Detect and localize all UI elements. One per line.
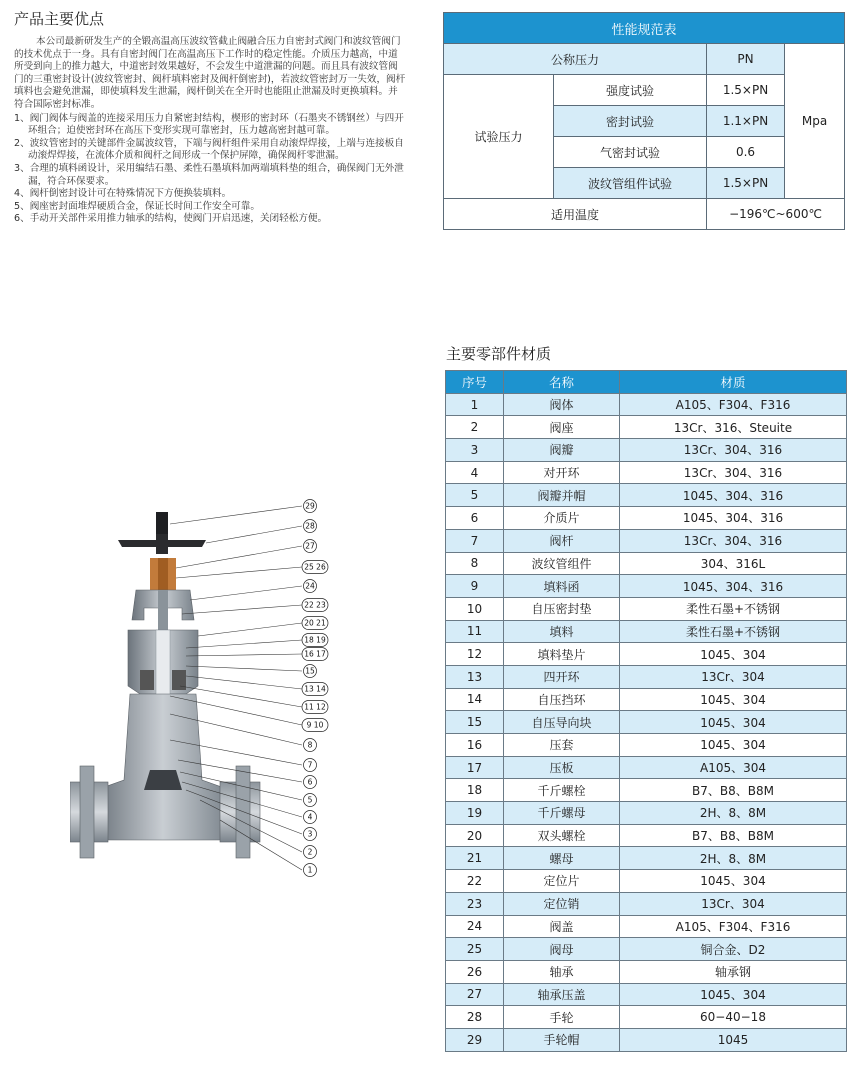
test-value: 1.1×PN	[707, 106, 785, 137]
parts-table-title: 主要零部件材质	[446, 345, 552, 363]
part-material-cell: 1045、304	[620, 643, 847, 666]
parts-material-table	[445, 370, 847, 1052]
part-name-cell: 阀瓣并帽	[504, 484, 620, 507]
table-row	[446, 892, 847, 915]
disc	[144, 770, 182, 790]
part-index-cell: 22	[446, 870, 504, 893]
part-material-cell: 轴承钢	[620, 960, 847, 983]
part-material-cell: 1045、304	[620, 870, 847, 893]
part-name-cell: 定位片	[504, 870, 620, 893]
part-name-cell: 阀座	[504, 416, 620, 439]
part-name-cell: 压套	[504, 734, 620, 757]
part-index-cell: 5	[446, 484, 504, 507]
callout-label: 9 10	[306, 720, 324, 730]
part-name-cell: 填料垫片	[504, 643, 620, 666]
part-material-cell: 1045、304	[620, 711, 847, 734]
table-row	[446, 938, 847, 961]
part-index-cell: 2	[446, 416, 504, 439]
temperature-label: 适用温度	[444, 199, 707, 230]
part-index-cell: 29	[446, 1028, 504, 1051]
part-index-cell: 17	[446, 756, 504, 779]
part-material-cell: 1045、304、316	[620, 507, 847, 530]
table-row	[446, 393, 847, 416]
advantages-intro: 本公司最新研发生产的全锻高温高压波纹管截止阀融合压力自密封式阀门和波纹管阀门的技术优点于一身。具有自密封阀门在高温高压下工作时的稳定性能。介质压力越高，中道所受到向上的推力越大，中道密封效果越好，不会发生中道泄漏的问题。而且具有波纹管阀门的三重密封设计(波纹管密封、阀杆填料密封及阀杆倒密封)，若波纹管密封万一失效，阀杆填料也会避免泄漏，即使填料发生泄漏，阀杆倒关在全开时也能阻止泄漏及时更换填料。并符合国际密封标准。	[14, 36, 406, 110]
part-name-cell: 自压密封垫	[504, 597, 620, 620]
part-material-cell: 13Cr、304、316	[620, 461, 847, 484]
part-material-cell: B7、B8、B8M	[620, 824, 847, 847]
part-index-cell: 11	[446, 620, 504, 643]
part-name-cell: 阀体	[504, 393, 620, 416]
test-value: 1.5×PN	[707, 75, 785, 106]
part-name-cell: 填料函	[504, 575, 620, 598]
pressure-unit: Mpa	[785, 44, 845, 199]
part-name-cell: 手轮	[504, 1006, 620, 1029]
part-name-cell: 压板	[504, 756, 620, 779]
part-index-cell: 28	[446, 1006, 504, 1029]
valve-body	[96, 694, 230, 840]
part-material-cell: A105、304	[620, 756, 847, 779]
part-name-cell: 双头螺栓	[504, 824, 620, 847]
part-material-cell: 柔性石墨+不锈钢	[620, 620, 847, 643]
part-index-cell: 21	[446, 847, 504, 870]
part-index-cell: 19	[446, 802, 504, 825]
callout-label: 3	[307, 829, 313, 839]
advantage-item: 6、手动开关部件采用推力轴承的结构，使阀门开启迅速，关闭轻松方便。	[14, 213, 328, 225]
advantages-title: 产品主要优点	[14, 10, 105, 28]
part-material-cell: B7、B8、B8M	[620, 779, 847, 802]
test-name: 气密封试验	[554, 137, 707, 168]
part-index-cell: 26	[446, 960, 504, 983]
table-row	[446, 847, 847, 870]
callout-label: 24	[305, 581, 315, 591]
table-row	[446, 711, 847, 734]
table-row	[446, 688, 847, 711]
part-material-cell: 1045、304	[620, 734, 847, 757]
part-material-cell: 2H、8、8M	[620, 847, 847, 870]
table-row	[446, 416, 847, 439]
part-material-cell: A105、F304、F316	[620, 393, 847, 416]
part-index-cell: 3	[446, 439, 504, 462]
part-index-cell: 24	[446, 915, 504, 938]
callout-label: 8	[307, 740, 313, 750]
part-name-cell: 填料	[504, 620, 620, 643]
advantages-text	[14, 36, 406, 226]
callout-label: 25 26	[304, 562, 326, 572]
part-index-cell: 12	[446, 643, 504, 666]
callout-label: 16 17	[304, 649, 326, 659]
advantage-item: 5、阀座密封面堆焊硬质合金，保证长时间工作安全可靠。	[14, 200, 260, 212]
table-row	[446, 575, 847, 598]
part-material-cell: A105、F304、F316	[620, 915, 847, 938]
table-row	[446, 870, 847, 893]
table-row	[446, 824, 847, 847]
spec-table-title: 性能规范表	[444, 13, 845, 44]
test-pressure-label: 试验压力	[444, 75, 554, 199]
table-row	[446, 552, 847, 575]
table-row	[446, 529, 847, 552]
part-index-cell: 6	[446, 507, 504, 530]
part-index-cell: 16	[446, 734, 504, 757]
part-name-cell: 自压挡环	[504, 688, 620, 711]
table-row	[446, 461, 847, 484]
table-row	[446, 734, 847, 757]
part-material-cell: 13Cr、316、Steuite	[620, 416, 847, 439]
part-material-cell: 柔性石墨+不锈钢	[620, 597, 847, 620]
table-row	[446, 643, 847, 666]
part-name-cell: 千斤螺母	[504, 802, 620, 825]
test-name: 波纹管组件试验	[554, 168, 707, 199]
advantage-item: 3、合理的填料函设计，采用编结石墨、柔性石墨填料加两端填料垫的组合，确保阀门无外泄漏，符合环保要求。	[14, 162, 404, 187]
part-name-cell: 定位销	[504, 892, 620, 915]
part-name-cell: 自压导向块	[504, 711, 620, 734]
callout-label: 7	[307, 760, 313, 770]
part-material-cell: 60−40−18	[620, 1006, 847, 1029]
part-index-cell: 23	[446, 892, 504, 915]
table-row	[446, 1028, 847, 1051]
table-row	[446, 620, 847, 643]
table-row	[446, 983, 847, 1006]
part-name-cell: 阀母	[504, 938, 620, 961]
callout-label: 6	[307, 777, 313, 787]
part-index-cell: 13	[446, 665, 504, 688]
part-name-cell: 手轮帽	[504, 1028, 620, 1051]
parts-table-body	[446, 393, 847, 1051]
table-row	[446, 756, 847, 779]
part-index-cell: 14	[446, 688, 504, 711]
part-material-cell: 1045	[620, 1028, 847, 1051]
part-material-cell: 13Cr、304	[620, 892, 847, 915]
table-row	[446, 802, 847, 825]
part-index-cell: 7	[446, 529, 504, 552]
callout-label: 13 14	[304, 684, 326, 694]
table-row	[446, 915, 847, 938]
advantage-item: 2、波纹管密封的关键部件金属波纹管，下端与阀杆组件采用自动滚焊焊接，上端与连接板自动滚焊焊接，在流体介质和阀杆之间形成一个保护屏障，确保阀杆零泄漏。	[14, 137, 404, 162]
part-index-cell: 4	[446, 461, 504, 484]
table-row	[446, 439, 847, 462]
part-index-cell: 15	[446, 711, 504, 734]
spec-table	[443, 12, 845, 230]
part-name-cell: 螺母	[504, 847, 620, 870]
table-header-row	[446, 371, 847, 394]
callout-label: 20 21	[304, 618, 326, 628]
part-material-cell: 铜合金、D2	[620, 938, 847, 961]
part-index-cell: 27	[446, 983, 504, 1006]
table-row	[446, 507, 847, 530]
part-index-cell: 9	[446, 575, 504, 598]
test-name: 强度试验	[554, 75, 707, 106]
part-index-cell: 10	[446, 597, 504, 620]
nominal-pressure-label: 公称压力	[444, 44, 707, 75]
part-name-cell: 轴承	[504, 960, 620, 983]
part-index-cell: 20	[446, 824, 504, 847]
part-material-cell: 1045、304、316	[620, 575, 847, 598]
part-material-cell: 304、316L	[620, 552, 847, 575]
callout-label: 18 19	[304, 635, 326, 645]
valve-cross-section-drawing	[70, 490, 370, 890]
table-row	[446, 597, 847, 620]
table-row	[446, 960, 847, 983]
test-value: 1.5×PN	[707, 168, 785, 199]
handwheel	[118, 512, 206, 554]
callout-label: 27	[305, 541, 315, 551]
callout-label: 4	[307, 812, 313, 822]
part-name-cell: 轴承压盖	[504, 983, 620, 1006]
part-name-cell: 阀盖	[504, 915, 620, 938]
part-index-cell: 18	[446, 779, 504, 802]
part-index-cell: 25	[446, 938, 504, 961]
part-index-cell: 1	[446, 393, 504, 416]
advantage-item: 4、阀杆倒密封设计可在特殊情况下方便换装填料。	[14, 188, 232, 200]
part-material-cell: 13Cr、304、316	[620, 439, 847, 462]
part-name-cell: 四开环	[504, 665, 620, 688]
part-material-cell: 13Cr、304、316	[620, 529, 847, 552]
test-value: 0.6	[707, 137, 785, 168]
part-name-cell: 阀杆	[504, 529, 620, 552]
part-name-cell: 阀瓣	[504, 439, 620, 462]
part-material-cell: 1045、304	[620, 983, 847, 1006]
advantage-item: 1、阀门阀体与阀盖的连接采用压力自紧密封结构，楔形的密封环（石墨夹不锈钢丝）与四开环组合；迫使密封环在高压下变形实现可靠密封，压力越高密封越可靠。	[14, 112, 404, 137]
part-material-cell: 1045、304	[620, 688, 847, 711]
table-row	[446, 484, 847, 507]
callout-label: 11 12	[304, 702, 326, 712]
advantages-list	[14, 113, 406, 226]
column-header-name: 名称	[504, 371, 620, 394]
part-material-cell: 1045、304、316	[620, 484, 847, 507]
nominal-pressure-value: PN	[707, 44, 785, 75]
callout-label: 28	[305, 521, 315, 531]
temperature-value: −196℃~600℃	[707, 199, 845, 230]
callout-label: 1	[307, 865, 313, 875]
callout-label: 22 23	[304, 600, 326, 610]
callout-label: 15	[305, 666, 315, 676]
callout-labels	[302, 500, 328, 877]
callout-label: 2	[307, 847, 313, 857]
table-row	[446, 1006, 847, 1029]
part-material-cell: 13Cr、304	[620, 665, 847, 688]
part-name-cell: 介质片	[504, 507, 620, 530]
part-name-cell: 千斤螺栓	[504, 779, 620, 802]
column-header-material: 材质	[620, 371, 847, 394]
table-row	[446, 779, 847, 802]
part-name-cell: 波纹管组件	[504, 552, 620, 575]
part-material-cell: 2H、8、8M	[620, 802, 847, 825]
callout-label: 29	[305, 501, 315, 511]
callout-label: 5	[307, 795, 313, 805]
part-name-cell: 对开环	[504, 461, 620, 484]
part-index-cell: 8	[446, 552, 504, 575]
column-header-index: 序号	[446, 371, 504, 394]
table-row	[446, 665, 847, 688]
test-name: 密封试验	[554, 106, 707, 137]
